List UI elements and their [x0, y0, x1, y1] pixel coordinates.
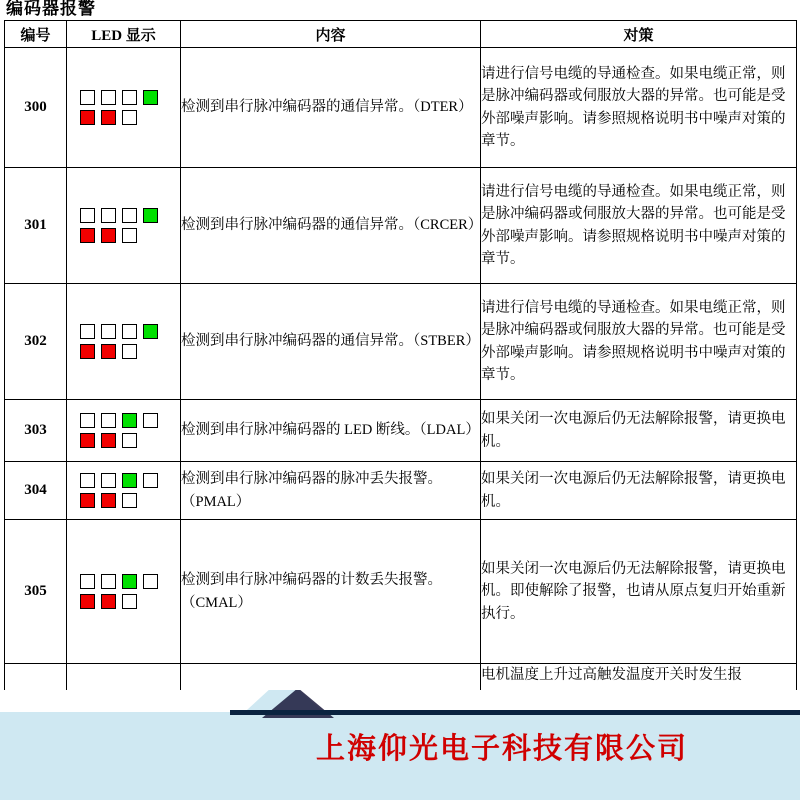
- alarm-number: 301: [5, 168, 67, 284]
- led-indicator: [122, 90, 137, 105]
- led-display: [67, 400, 181, 462]
- led-indicator: [80, 344, 95, 359]
- led-indicator: [143, 90, 158, 105]
- led-indicator: [122, 493, 137, 508]
- led-indicator: [101, 90, 116, 105]
- alarm-number: 303: [5, 400, 67, 462]
- led-indicator: [122, 208, 137, 223]
- alarm-table-body: [5, 48, 797, 744]
- led-display: [67, 462, 181, 520]
- table-header-row: [5, 21, 797, 48]
- led-indicator: [101, 473, 116, 488]
- led-indicator: [101, 208, 116, 223]
- led-indicator: [80, 324, 95, 339]
- led-indicator: [80, 594, 95, 609]
- led-row-bottom: [80, 594, 168, 609]
- led-row-top: [80, 324, 168, 339]
- led-indicator: [122, 228, 137, 243]
- column-header-led: LED 显示: [67, 21, 181, 48]
- table-row: [5, 168, 797, 284]
- alarm-countermeasure: 电机温度上升过高触发温度开关时发生报: [481, 664, 797, 744]
- led-row-bottom: [80, 228, 168, 243]
- led-indicator: [122, 324, 137, 339]
- alarm-number: 305: [5, 520, 67, 664]
- led-row-top: [80, 208, 168, 223]
- led-row-bottom: [80, 433, 168, 448]
- led-display: [67, 520, 181, 664]
- page-title: 编码器报警: [6, 0, 96, 18]
- led-indicator: [80, 110, 95, 125]
- led-indicator: [80, 473, 95, 488]
- led-display: [67, 168, 181, 284]
- led-indicator: [101, 344, 116, 359]
- watermark-bar: [230, 710, 800, 715]
- column-header-action: 对策: [481, 21, 797, 48]
- led-indicator: [122, 413, 137, 428]
- watermark-band: [0, 690, 800, 800]
- alarm-description: 检测到串行脉冲编码器的通信异常。（DTER）: [181, 48, 481, 168]
- table-row: [5, 400, 797, 462]
- alarm-countermeasure: 如果关闭一次电源后仍无法解除报警，请更换电机。: [481, 462, 797, 520]
- led-indicator: [80, 90, 95, 105]
- alarm-countermeasure: 如果关闭一次电源后仍无法解除报警，请更换电机。即使解除了报警，也请从原点复归开始重新执行。: [481, 520, 797, 664]
- alarm-description: 检测到串行脉冲编码器的通信异常。（CRCER）: [181, 168, 481, 284]
- led-indicator: [101, 493, 116, 508]
- led-indicator: [143, 473, 158, 488]
- led-indicator: [101, 228, 116, 243]
- led-indicator: [122, 110, 137, 125]
- alarm-number: 304: [5, 462, 67, 520]
- led-row-bottom: [80, 493, 168, 508]
- column-header-content: 内容: [181, 21, 481, 48]
- watermark-shape: [0, 690, 800, 800]
- led-display: [67, 48, 181, 168]
- led-indicator: [101, 574, 116, 589]
- led-indicator: [101, 110, 116, 125]
- alarm-countermeasure: 请进行信号电缆的导通检查。如果电缆正常，则是脉冲编码器或伺服放大器的异常。也可能是受外部噪声影响。请参照规格说明书中噪声对策的章节。: [481, 168, 797, 284]
- alarm-description: 检测到串行脉冲编码器的脉冲丢失报警。（PMAL）: [181, 462, 481, 520]
- led-indicator: [101, 594, 116, 609]
- led-indicator: [80, 413, 95, 428]
- led-row-top: [80, 473, 168, 488]
- led-indicator: [122, 433, 137, 448]
- led-indicator: [122, 344, 137, 359]
- led-indicator: [101, 433, 116, 448]
- alarm-countermeasure: 请进行信号电缆的导通检查。如果电缆正常，则是脉冲编码器或伺服放大器的异常。也可能是受外部噪声影响。请参照规格说明书中噪声对策的章节。: [481, 48, 797, 168]
- table-row: [5, 48, 797, 168]
- led-indicator: [80, 493, 95, 508]
- alarm-description: 检测到串行脉冲编码器的计数丢失报警。（CMAL）: [181, 520, 481, 664]
- led-display: [67, 284, 181, 400]
- led-indicator: [80, 433, 95, 448]
- led-indicator: [101, 324, 116, 339]
- led-indicator: [80, 574, 95, 589]
- led-indicator: [122, 473, 137, 488]
- led-indicator: [101, 413, 116, 428]
- led-indicator: [80, 208, 95, 223]
- led-indicator: [143, 413, 158, 428]
- led-row-top: [80, 574, 168, 589]
- table-row: [5, 520, 797, 664]
- table-row: [5, 284, 797, 400]
- alarm-description: 检测到串行脉冲编码器的通信异常。（STBER）: [181, 284, 481, 400]
- led-indicator: [122, 574, 137, 589]
- led-row-bottom: [80, 110, 168, 125]
- column-header-number: 编号: [5, 21, 67, 48]
- alarm-number: 300: [5, 48, 67, 168]
- led-indicator: [122, 594, 137, 609]
- led-indicator: [80, 228, 95, 243]
- table-row: [5, 462, 797, 520]
- watermark-text: 上海仰光电子科技有限公司: [316, 733, 689, 765]
- alarm-countermeasure: 请进行信号电缆的导通检查。如果电缆正常，则是脉冲编码器或伺服放大器的异常。也可能是受外部噪声影响。请参照规格说明书中噪声对策的章节。: [481, 284, 797, 400]
- alarm-countermeasure: 如果关闭一次电源后仍无法解除报警，请更换电机。: [481, 400, 797, 462]
- led-row-bottom: [80, 344, 168, 359]
- led-indicator: [143, 574, 158, 589]
- led-row-top: [80, 413, 168, 428]
- led-indicator: [143, 324, 158, 339]
- led-row-top: [80, 90, 168, 105]
- led-indicator: [143, 208, 158, 223]
- alarm-table: [4, 20, 797, 744]
- alarm-number: 302: [5, 284, 67, 400]
- alarm-description: 检测到串行脉冲编码器的 LED 断线。（LDAL）: [181, 400, 481, 462]
